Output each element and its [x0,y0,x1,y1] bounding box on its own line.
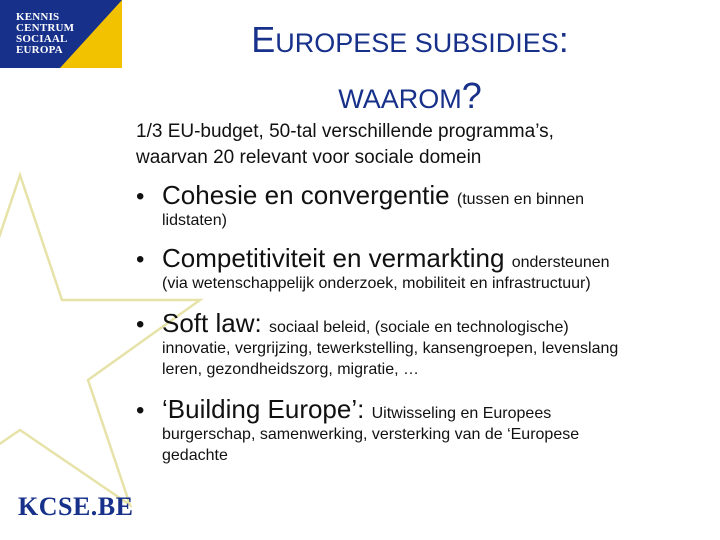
bullet-lead: Competitiviteit en vermarkting [162,243,512,273]
bullet-continuation: (via wetenschappelijk onderzoek, mobiliteit en infrastructuur) [162,275,591,292]
bullet-tail: ondersteunen [511,254,610,271]
bullet-tail: (tussen en binnen [456,191,585,208]
slide-title [200,16,620,128]
title-initial: E [251,19,276,60]
intro-text [136,119,696,171]
title-question-mark: ? [461,75,482,116]
intro-line: waarvan 20 relevant voor sociale domein [136,147,482,168]
logo-line: KENNIS [16,11,60,23]
intro-line: 1/3 EU-budget, 50-tal verschillende programma’s, [136,121,554,142]
bullet-continuation: burgerschap, samenwerking, versterking van de ‘Europese [162,426,580,443]
bullet-item [136,308,696,380]
kcse-logo [0,0,122,68]
bullet-continuation: gedachte [162,447,228,464]
bullet-list [136,180,696,482]
bullet-tail: sociaal beleid, (sociale en technologische) [268,319,569,336]
title-rest: WAAROM [338,84,462,114]
logo-line: EUROPA [16,44,63,56]
bullet-dot-icon: • [136,397,145,424]
bullet-item [136,243,696,294]
bullet-lead: Cohesie en convergentie [162,180,457,210]
bullet-continuation: lidstaten) [162,212,227,229]
bullet-dot-icon: • [136,311,145,338]
bullet-continuation: leren, gezondheidszorg, migratie, … [162,361,420,378]
bullet-lead: ‘Building Europe’: [162,394,372,424]
logo-line: SOCIAAL [16,33,68,45]
bullet-dot-icon: • [136,246,145,273]
footer-website: KCSE.BE [18,492,134,521]
logo-text [16,12,74,56]
title-colon: : [558,19,569,60]
bullet-tail: Uitwisseling en Europees [371,405,552,422]
bullet-lead: Soft law: [162,308,269,338]
title-line-1 [200,16,620,72]
bullet-item [136,180,696,231]
bullet-dot-icon: • [136,183,145,210]
bullet-item [136,394,696,466]
bullet-continuation: innovatie, vergrijzing, tewerkstelling, kansengroepen, levenslang [162,340,619,357]
logo-line: CENTRUM [16,22,75,34]
title-rest: UROPESE SUBSIDIES [275,28,559,58]
